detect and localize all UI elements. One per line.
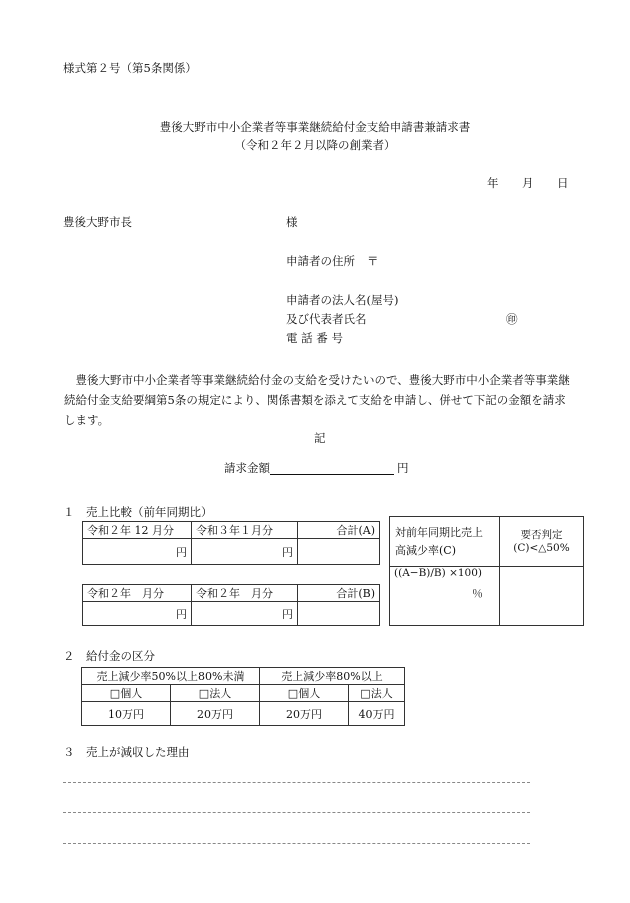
reason-line-2[interactable] (63, 812, 530, 813)
table-a-cell-2[interactable]: 円 (192, 539, 298, 565)
option-corporation-80-plus[interactable]: □法人 (349, 685, 405, 702)
reason-line-3[interactable] (63, 843, 530, 844)
amount-corporation-80-plus: 40万円 (349, 702, 405, 726)
option-individual-50-80[interactable]: □個人 (82, 685, 171, 702)
date-year-label: 年 (487, 176, 499, 190)
ki-marker: 記 (314, 431, 326, 445)
request-amount-line (270, 474, 394, 475)
decline-rate-label (390, 517, 500, 567)
table-a-header-1: 令和２年 12 月分 (83, 522, 192, 539)
section1-heading: １ 売上比較（前年同期比） (63, 505, 213, 519)
document-title: 豊後大野市中小企業者等事業継続給付金支給申請書兼請求書 (159, 120, 471, 134)
request-amount-unit: 円 (397, 461, 409, 475)
amount-individual-50-80: 10万円 (82, 702, 171, 726)
date-day-label: 日 (557, 176, 569, 190)
grant-group-80-plus: 売上減少率80%以上 (260, 668, 405, 685)
table-a-header-2: 令和３年１月分 (192, 522, 298, 539)
decline-rate-unit: ％ (472, 587, 483, 600)
decline-rate-label-line1: 対前年同期比売上 (395, 525, 483, 539)
grant-category-table (81, 667, 405, 726)
applicant-rep-name-label: 及び代表者氏名 (286, 312, 367, 326)
table-b-header-1: 令和２年 月分 (83, 585, 192, 602)
option-individual-80-plus[interactable]: □個人 (260, 685, 349, 702)
date-month-label: 月 (522, 176, 534, 190)
table-a-header-total: 合計(A) (298, 522, 380, 539)
application-paragraph: 豊後大野市中小企業者等事業継続給付金の支給を受けたいので、豊後大野市中小企業者等事業継続給付金支給要綱第5条の規定により、関係書類を添えて支給を申請し、併せて下記の金額を請求します。 (64, 373, 570, 427)
addressee-honorific: 様 (286, 215, 298, 229)
table-b-cell-total[interactable] (298, 602, 380, 626)
amount-corporation-50-80: 20万円 (171, 702, 260, 726)
table-b-cell-1[interactable]: 円 (83, 602, 192, 626)
decline-rate-formula: ((A−B)/B) ×100) (394, 567, 483, 579)
applicant-phone-label: 電 話 番 号 (286, 331, 343, 345)
sales-table-b (82, 584, 380, 626)
form-number: 様式第２号（第5条関係） (63, 61, 197, 75)
judgement-line1: 要否判定 (520, 528, 563, 541)
amount-individual-80-plus: 20万円 (260, 702, 349, 726)
judgement-value-cell[interactable] (500, 567, 584, 626)
table-b-cell-2[interactable]: 円 (192, 602, 298, 626)
section2-heading: ２ 給付金の区分 (63, 649, 155, 663)
option-corporation-50-80[interactable]: □法人 (171, 685, 260, 702)
decline-rate-label-line2: 高減少率(C) (395, 543, 456, 557)
judgement-label (500, 517, 584, 567)
table-b-header-total: 合計(B) (298, 585, 380, 602)
section3-heading: ３ 売上が減収した理由 (63, 745, 190, 759)
addressee-name: 豊後大野市長 (63, 215, 132, 229)
request-amount-label: 請求金額 (224, 461, 270, 475)
table-a-cell-1[interactable]: 円 (83, 539, 192, 565)
postal-mark: 〒 (367, 254, 379, 268)
table-b-header-2: 令和２年 月分 (192, 585, 298, 602)
applicant-address-label: 申請者の住所 (286, 254, 355, 268)
applicant-corp-name-label: 申請者の法人名(屋号) (286, 293, 399, 307)
judgement-line2: (C)<△50% (513, 541, 570, 554)
grant-group-50-80: 売上減少率50%以上80%未満 (82, 668, 260, 685)
reason-line-1[interactable] (63, 782, 530, 783)
decline-rate-value-cell[interactable] (390, 567, 500, 626)
decline-rate-box (389, 516, 584, 626)
table-a-cell-total[interactable] (298, 539, 380, 565)
document-subtitle: （令和２年２月以降の創業者） (234, 138, 396, 152)
sales-table-a (82, 521, 380, 565)
seal-mark: ㊞ (506, 312, 518, 326)
